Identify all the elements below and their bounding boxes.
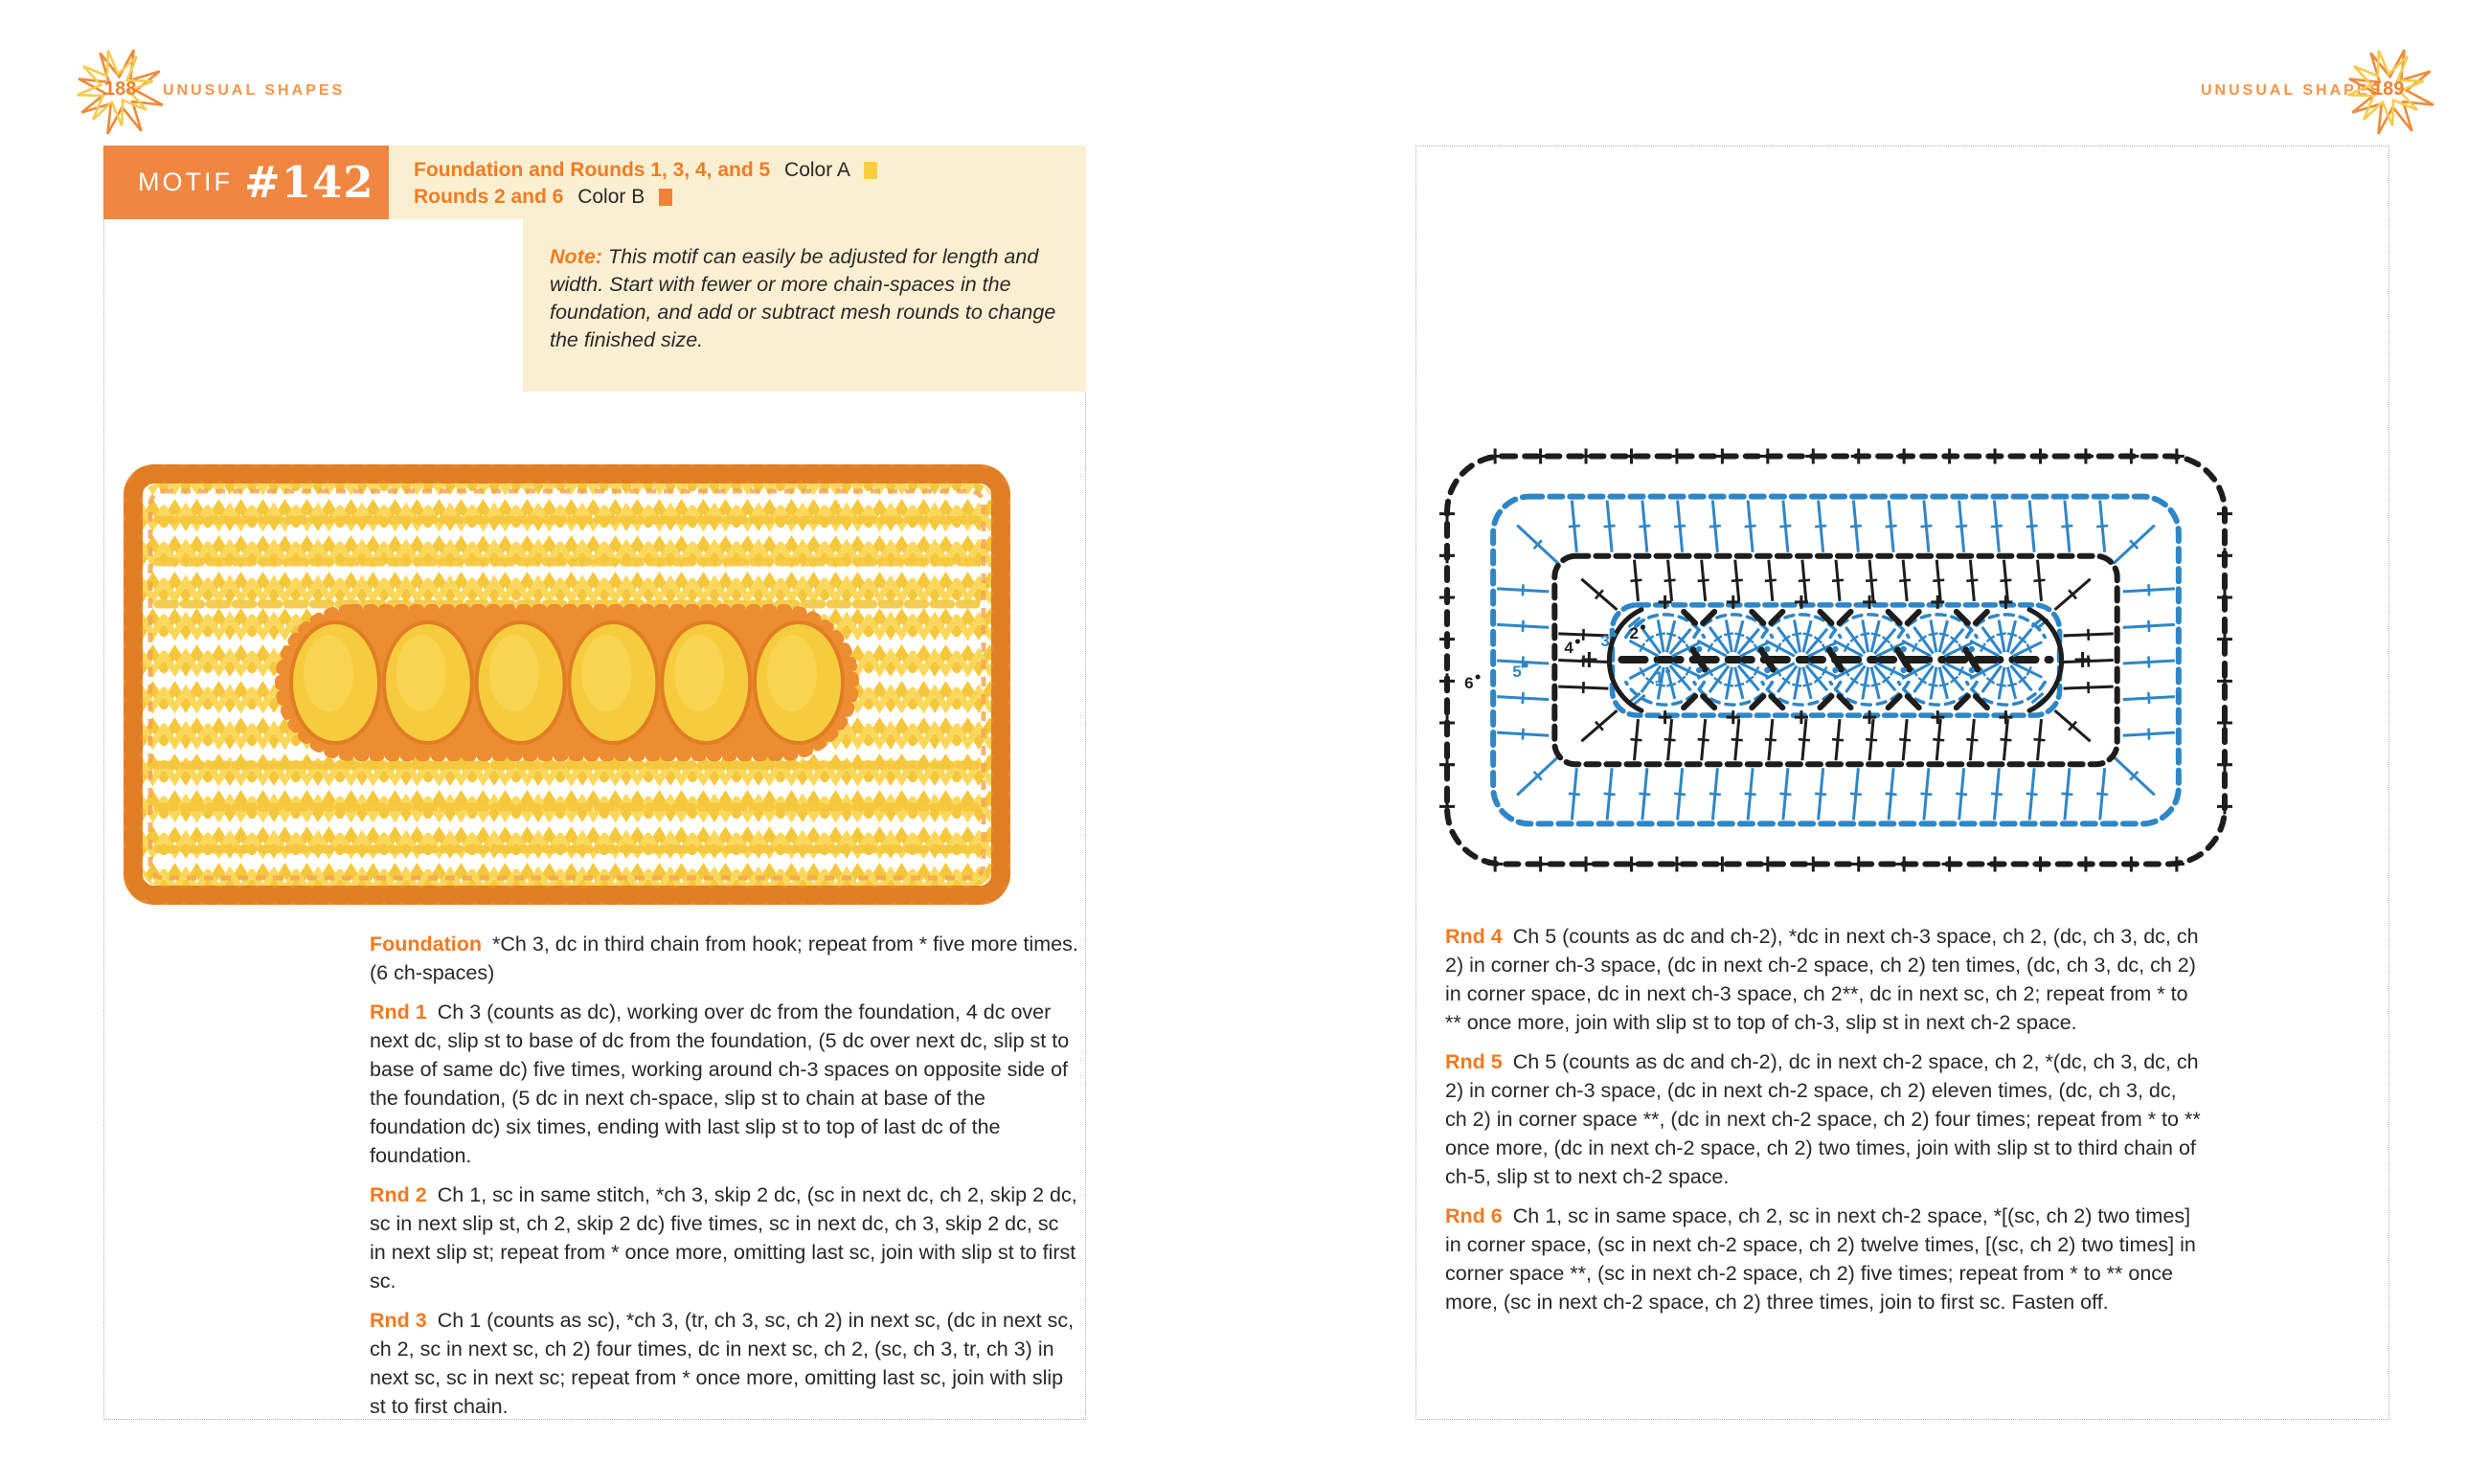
instruction-rnd3 bbox=[370, 1306, 1078, 1421]
page-188 bbox=[103, 146, 1086, 1420]
legend-color-label: Color A bbox=[784, 159, 849, 181]
motif-number: #142 bbox=[243, 157, 374, 208]
instructions-left bbox=[370, 930, 1078, 1431]
instruction-rnd2 bbox=[370, 1180, 1078, 1295]
color-b-swatch bbox=[659, 189, 672, 206]
legend-color-label: Color B bbox=[577, 186, 645, 208]
instruction-foundation bbox=[370, 930, 1078, 987]
section-title-left: UNUSUAL SHAPES bbox=[163, 82, 346, 99]
legend-rounds: Rounds 2 and 6 bbox=[414, 186, 564, 208]
round-text: Ch 1, sc in same stitch, *ch 3, skip 2 dc, (sc in next dc, ch 2, skip 2 dc, sc in next slip st, ch 2, skip 2 dc) five times, sc in next dc, ch 3, skip 2 dc, sc in next slip st; repeat from * once more, omitting last sc, join with slip st to first sc. bbox=[370, 1183, 1077, 1293]
color-a-swatch bbox=[864, 162, 877, 179]
page-189 bbox=[1415, 146, 2389, 1420]
page-number: 188 bbox=[104, 79, 137, 100]
motif-photo bbox=[120, 461, 1014, 909]
svg-text:4: 4 bbox=[1564, 638, 1573, 657]
instruction-rnd1 bbox=[370, 998, 1078, 1170]
motif-header bbox=[103, 146, 389, 219]
round-label: Rnd 5 bbox=[1445, 1050, 1503, 1073]
round-text: *Ch 3, dc in third chain from hook; repeat from * five more times. (6 ch-spaces) bbox=[370, 933, 1078, 984]
instruction-rnd6 bbox=[1445, 1202, 2202, 1316]
legend-rounds: Foundation and Rounds 1, 3, 4, and 5 bbox=[414, 159, 771, 181]
page-number-star-left bbox=[73, 40, 165, 140]
svg-text:3: 3 bbox=[1600, 631, 1610, 650]
instruction-rnd4 bbox=[1445, 922, 2202, 1037]
round-label: Rnd 6 bbox=[1445, 1204, 1503, 1227]
color-legend bbox=[389, 146, 1086, 219]
round-text: Ch 5 (counts as dc and ch-2), dc in next ch-2 space, ch 2, *(dc, ch 3, dc, ch 2) in corner ch-3 space, (dc in next ch-2 space, ch 2) eleven times, (dc, ch 3, dc, ch 2) in corner space **, (dc in next ch-2 space, ch 2) four times; repeat from * to ** once more, (dc in next ch-2 space, ch 2) two times, join with slip st to third chain of ch-5, slip st to next ch-2 space. bbox=[1445, 1050, 2201, 1188]
legend-row-color-a bbox=[414, 157, 1086, 184]
note-box bbox=[523, 219, 1086, 392]
note-label: Note: bbox=[550, 245, 602, 268]
svg-text:6: 6 bbox=[1464, 674, 1474, 693]
legend-row-color-b bbox=[414, 184, 1086, 211]
round-label: Rnd 4 bbox=[1445, 925, 1503, 948]
page-number: 189 bbox=[2372, 79, 2405, 100]
round-label: Rnd 1 bbox=[370, 1001, 427, 1023]
svg-text:1: 1 bbox=[1654, 668, 1664, 687]
page-number-star-right bbox=[2343, 40, 2435, 140]
svg-text:2: 2 bbox=[1629, 623, 1639, 642]
section-title-right: UNUSUAL SHAPES bbox=[2201, 82, 2384, 99]
instructions-right bbox=[1445, 922, 2202, 1327]
motif-word: MOTIF bbox=[138, 168, 233, 196]
instruction-rnd5 bbox=[1445, 1047, 2202, 1191]
round-text: Ch 3 (counts as dc), working over dc from the foundation, 4 dc over next dc, slip st to base of dc from the foundation, (5 dc over next dc, slip st to base of same dc) five times, working around ch-3 spaces on opposite side of the foundation, (5 dc in next ch-space, slip st to chain at base of the foundation dc) six times, ending with last slip st to top of last dc of the foundation. bbox=[370, 1001, 1070, 1167]
crochet-stitch-diagram bbox=[1437, 446, 2234, 874]
round-text: Ch 5 (counts as dc and ch-2), *dc in next ch-3 space, ch 2, (dc, ch 3, dc, ch 2) in corner ch-3 space, (dc in next ch-2 space, ch 2) ten times, (dc, ch 3, dc, ch 2) in corner space, dc in next ch-3 space, ch 2**, dc in next sc, ch 2; repeat from * to ** once more, join with slip st to top of ch-3, slip st in next ch-2 space. bbox=[1445, 925, 2199, 1034]
round-label: Rnd 3 bbox=[370, 1309, 427, 1332]
svg-text:5: 5 bbox=[1512, 663, 1522, 682]
round-text: Ch 1 (counts as sc), *ch 3, (tr, ch 3, sc, ch 2) in next sc, (dc in next sc, ch 2, sc in next sc, ch 2) four times, dc in next sc, ch 2, (sc, ch 3, tr, ch 3) in next sc, sc in next sc; repeat from * once more, omitting last sc, join with slip st to first chain. bbox=[370, 1309, 1075, 1418]
round-text: Ch 1, sc in same space, ch 2, sc in next ch-2 space, *[(sc, ch 2) two times] in corner space, (sc in next ch-2 space, ch 2) twelve times, [(sc, ch 2) two times] in corner space **, (sc in next ch-2 space, ch 2) five times; repeat from * to ** once more, (sc in next ch-2 space, ch 2) three times, join to first sc. Fasten off. bbox=[1445, 1204, 2196, 1314]
note-text: This motif can easily be adjusted for length and width. Start with fewer or more chain-spaces in the foundation, and add or subtract mesh rounds to change the finished size. bbox=[550, 245, 1056, 351]
round-label: Rnd 2 bbox=[370, 1183, 427, 1206]
round-label: Foundation bbox=[370, 933, 483, 956]
